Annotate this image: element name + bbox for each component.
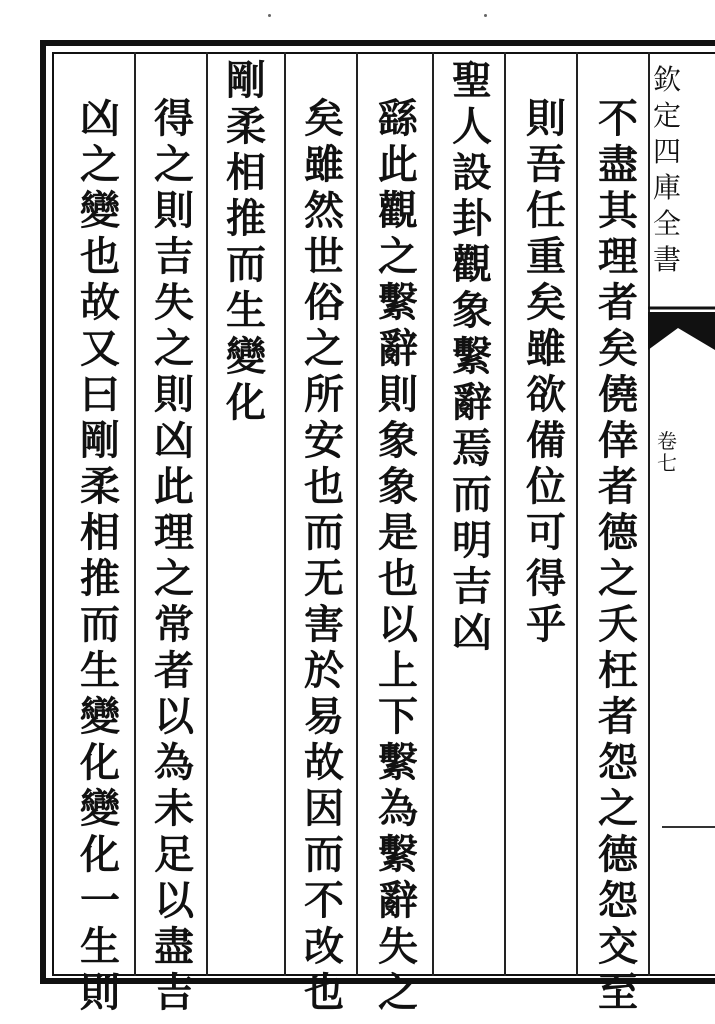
character-glyph: 安 — [304, 417, 344, 464]
character-glyph: 繇 — [378, 95, 418, 142]
character-glyph: 未 — [154, 785, 194, 832]
character-glyph: 卷 — [657, 429, 677, 453]
character-glyph: 以 — [378, 601, 418, 648]
character-glyph: 理 — [598, 233, 638, 280]
character-glyph: 辭 — [452, 379, 492, 426]
character-glyph: 之 — [154, 325, 194, 372]
character-glyph: 害 — [304, 601, 344, 648]
character-glyph: 生 — [80, 923, 120, 970]
character-glyph: 變 — [80, 785, 120, 832]
character-glyph: 矣 — [526, 279, 566, 326]
character-glyph: 此 — [154, 463, 194, 510]
character-glyph: 之 — [304, 325, 344, 372]
character-glyph: 倖 — [598, 417, 638, 464]
character-glyph: 以 — [154, 693, 194, 740]
character-glyph: 不 — [598, 95, 638, 142]
character-glyph: 繫 — [378, 739, 418, 786]
character-glyph: 之 — [80, 141, 120, 188]
character-glyph: 化 — [80, 739, 120, 786]
character-glyph: 繫 — [378, 279, 418, 326]
character-glyph: 之 — [154, 141, 194, 188]
character-glyph: 失 — [154, 279, 194, 326]
character-glyph: 夭 — [598, 601, 638, 648]
character-glyph: 凶 — [452, 609, 492, 656]
character-glyph: 也 — [304, 463, 344, 510]
volume-label — [652, 430, 682, 474]
character-glyph: 僥 — [598, 371, 638, 418]
character-glyph: 德 — [598, 509, 638, 556]
character-glyph: 盡 — [154, 923, 194, 970]
character-glyph: 德 — [598, 831, 638, 878]
column-divider — [206, 52, 208, 976]
character-glyph: 是 — [378, 509, 418, 556]
text-column-8 — [72, 96, 128, 1016]
character-glyph: 而 — [304, 509, 344, 556]
character-glyph: 聖 — [452, 57, 492, 104]
character-glyph: 則 — [378, 371, 418, 418]
character-glyph: 失 — [378, 923, 418, 970]
column-divider — [134, 52, 136, 976]
character-glyph: 之 — [378, 233, 418, 280]
character-glyph: 常 — [154, 601, 194, 648]
character-glyph: 辭 — [378, 325, 418, 372]
character-glyph: 變 — [226, 333, 266, 380]
character-glyph: 凶 — [154, 417, 194, 464]
character-glyph: 欲 — [526, 371, 566, 418]
character-glyph: 此 — [378, 141, 418, 188]
character-glyph: 易 — [304, 693, 344, 740]
character-glyph: 七 — [657, 451, 677, 475]
text-column-5 — [296, 96, 352, 1016]
character-glyph: 明 — [452, 517, 492, 564]
character-glyph: 生 — [80, 647, 120, 694]
character-glyph: 一 — [80, 877, 120, 924]
character-glyph: 至 — [598, 969, 638, 1016]
column-divider — [432, 52, 434, 976]
character-glyph: 足 — [154, 831, 194, 878]
character-glyph: 者 — [154, 647, 194, 694]
character-glyph: 得 — [154, 95, 194, 142]
character-glyph: 雖 — [304, 141, 344, 188]
character-glyph: 任 — [526, 187, 566, 234]
character-glyph: 觀 — [378, 187, 418, 234]
character-glyph: 卦 — [452, 195, 492, 242]
character-glyph: 也 — [378, 555, 418, 602]
text-column-4 — [370, 96, 426, 1016]
character-glyph: 象 — [452, 287, 492, 334]
character-glyph: 枉 — [598, 647, 638, 694]
character-glyph: 觀 — [452, 241, 492, 288]
character-glyph: 改 — [304, 923, 344, 970]
character-glyph: 之 — [378, 969, 418, 1016]
character-glyph: 也 — [80, 233, 120, 280]
character-glyph: 不 — [304, 877, 344, 924]
character-glyph: 其 — [598, 187, 638, 234]
character-glyph: 全 — [652, 207, 681, 240]
character-glyph: 位 — [526, 463, 566, 510]
character-glyph: 則 — [526, 95, 566, 142]
character-glyph: 欽 — [652, 63, 681, 96]
paper-speck — [268, 14, 271, 17]
character-glyph: 无 — [304, 555, 344, 602]
text-column-1 — [590, 96, 646, 1016]
character-glyph: 而 — [226, 241, 266, 288]
character-glyph: 者 — [598, 463, 638, 510]
character-glyph: 又 — [80, 325, 120, 372]
character-glyph: 得 — [526, 555, 566, 602]
character-glyph: 象 — [378, 417, 418, 464]
character-glyph: 推 — [226, 195, 266, 242]
character-glyph: 怨 — [598, 739, 638, 786]
column-divider — [356, 52, 358, 976]
character-glyph: 可 — [526, 509, 566, 556]
character-glyph: 設 — [452, 149, 492, 196]
character-glyph: 曰 — [80, 371, 120, 418]
column-divider — [284, 52, 286, 976]
character-glyph: 而 — [80, 601, 120, 648]
character-glyph: 焉 — [452, 425, 492, 472]
character-glyph: 怨 — [598, 877, 638, 924]
character-glyph: 交 — [598, 923, 638, 970]
character-glyph: 為 — [154, 739, 194, 786]
character-glyph: 書 — [652, 243, 681, 276]
character-glyph: 矣 — [598, 325, 638, 372]
margin-rule — [662, 826, 715, 828]
character-glyph: 柔 — [80, 463, 120, 510]
book-title — [650, 62, 684, 278]
character-glyph: 因 — [304, 785, 344, 832]
paper-speck — [484, 14, 487, 17]
character-glyph: 之 — [598, 785, 638, 832]
character-glyph: 則 — [154, 371, 194, 418]
character-glyph: 剛 — [80, 417, 120, 464]
character-glyph: 也 — [304, 969, 344, 1016]
character-glyph: 者 — [598, 693, 638, 740]
text-column-3 — [444, 58, 500, 656]
character-glyph: 然 — [304, 187, 344, 234]
character-glyph: 盡 — [598, 141, 638, 188]
column-divider — [576, 52, 578, 976]
character-glyph: 則 — [154, 187, 194, 234]
character-glyph: 變 — [80, 187, 120, 234]
character-glyph: 化 — [226, 379, 266, 426]
character-glyph: 繫 — [378, 831, 418, 878]
character-glyph: 於 — [304, 647, 344, 694]
character-glyph: 定 — [652, 99, 681, 132]
column-divider — [504, 52, 506, 976]
character-glyph: 凶 — [80, 95, 120, 142]
character-glyph: 之 — [154, 555, 194, 602]
character-glyph: 四 — [652, 135, 681, 168]
character-glyph: 剛 — [226, 57, 266, 104]
character-glyph: 以 — [154, 877, 194, 924]
character-glyph: 俗 — [304, 279, 344, 326]
character-glyph: 辭 — [378, 877, 418, 924]
character-glyph: 備 — [526, 417, 566, 464]
fish-tail-mark — [648, 306, 715, 356]
character-glyph: 為 — [378, 785, 418, 832]
character-glyph: 吉 — [154, 969, 194, 1016]
character-glyph: 繫 — [452, 333, 492, 380]
text-column-2 — [518, 96, 574, 648]
character-glyph: 故 — [80, 279, 120, 326]
character-glyph: 象 — [378, 463, 418, 510]
character-glyph: 推 — [80, 555, 120, 602]
character-glyph: 吉 — [154, 233, 194, 280]
character-glyph: 柔 — [226, 103, 266, 150]
character-glyph: 吉 — [452, 563, 492, 610]
character-glyph: 上 — [378, 647, 418, 694]
character-glyph: 所 — [304, 371, 344, 418]
text-column-7 — [146, 96, 202, 1016]
character-glyph: 吾 — [526, 141, 566, 188]
character-glyph: 化 — [80, 831, 120, 878]
character-glyph: 故 — [304, 739, 344, 786]
character-glyph: 矣 — [304, 95, 344, 142]
character-glyph: 則 — [80, 969, 120, 1016]
text-column-6 — [218, 58, 274, 426]
character-glyph: 雖 — [526, 325, 566, 372]
character-glyph: 而 — [452, 471, 492, 518]
character-glyph: 世 — [304, 233, 344, 280]
character-glyph: 變 — [80, 693, 120, 740]
character-glyph: 理 — [154, 509, 194, 556]
character-glyph: 生 — [226, 287, 266, 334]
character-glyph: 重 — [526, 233, 566, 280]
character-glyph: 庫 — [652, 171, 681, 204]
character-glyph: 者 — [598, 279, 638, 326]
character-glyph: 下 — [378, 693, 418, 740]
character-glyph: 相 — [80, 509, 120, 556]
character-glyph: 之 — [598, 555, 638, 602]
character-glyph: 相 — [226, 149, 266, 196]
character-glyph: 人 — [452, 103, 492, 150]
character-glyph: 乎 — [526, 601, 566, 648]
character-glyph: 而 — [304, 831, 344, 878]
